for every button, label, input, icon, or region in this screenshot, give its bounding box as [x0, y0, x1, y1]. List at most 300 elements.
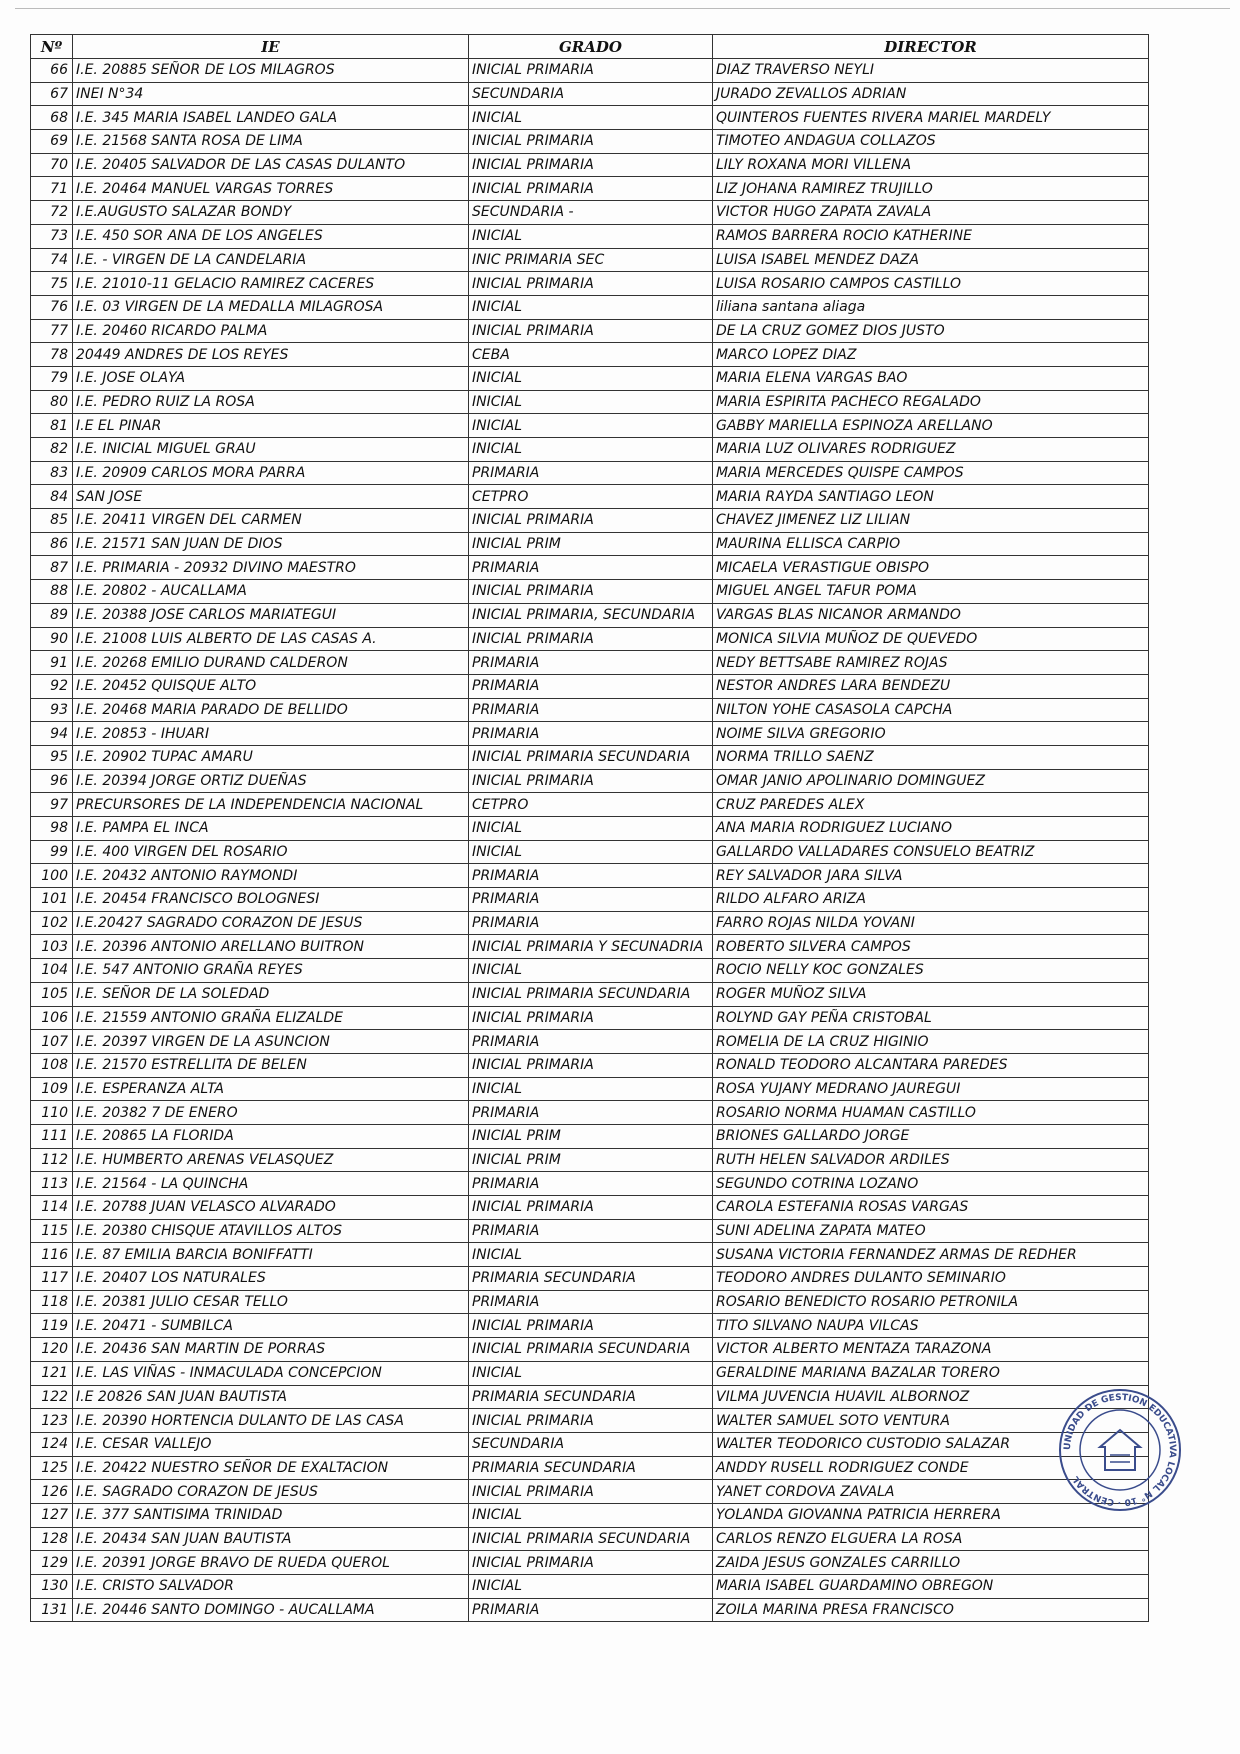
row-grado: INICIAL: [469, 1243, 713, 1267]
table-row: [31, 1243, 1149, 1267]
table-row: [31, 627, 1149, 651]
row-grado: PRIMARIA SECUNDARIA: [469, 1267, 713, 1291]
row-grado: INICIAL PRIMARIA: [469, 1196, 713, 1220]
table-row: [31, 1101, 1149, 1125]
row-number: 102: [31, 911, 73, 935]
row-number: 80: [31, 390, 73, 414]
row-director: LUISA ISABEL MENDEZ DAZA: [713, 248, 1149, 272]
row-director: VILMA JUVENCIA HUAVIL ALBORNOZ: [713, 1385, 1149, 1409]
row-director: DIAZ TRAVERSO NEYLI: [713, 59, 1149, 83]
row-ie: I.E. 20432 ANTONIO RAYMONDI: [73, 864, 469, 888]
row-director: FARRO ROJAS NILDA YOVANI: [713, 911, 1149, 935]
row-grado: INICIAL PRIMARIA: [469, 1551, 713, 1575]
row-ie: I.E. 400 VIRGEN DEL ROSARIO: [73, 840, 469, 864]
row-director: SUSANA VICTORIA FERNANDEZ ARMAS DE REDHER: [713, 1243, 1149, 1267]
row-director: ROCIO NELLY KOC GONZALES: [713, 959, 1149, 983]
row-number: 90: [31, 627, 73, 651]
row-number: 116: [31, 1243, 73, 1267]
row-ie: I.E. 20422 NUESTRO SEÑOR DE EXALTACION: [73, 1456, 469, 1480]
row-grado: PRIMARIA: [469, 556, 713, 580]
row-ie: I.E. - VIRGEN DE LA CANDELARIA: [73, 248, 469, 272]
row-grado: PRIMARIA: [469, 1172, 713, 1196]
row-number: 127: [31, 1503, 73, 1527]
row-grado: INICIAL: [469, 295, 713, 319]
row-number: 77: [31, 319, 73, 343]
row-number: 99: [31, 840, 73, 864]
row-director: NESTOR ANDRES LARA BENDEZU: [713, 674, 1149, 698]
row-number: 131: [31, 1598, 73, 1622]
row-director: TIMOTEO ANDAGUA COLLAZOS: [713, 130, 1149, 154]
row-ie: I.E. 21008 LUIS ALBERTO DE LAS CASAS A.: [73, 627, 469, 651]
row-ie: I.E. 20468 MARIA PARADO DE BELLIDO: [73, 698, 469, 722]
row-ie: I.E. 20381 JULIO CESAR TELLO: [73, 1290, 469, 1314]
row-grado: INICIAL PRIMARIA SECUNDARIA: [469, 1338, 713, 1362]
row-grado: INICIAL PRIMARIA: [469, 627, 713, 651]
row-ie: I.E 20826 SAN JUAN BAUTISTA: [73, 1385, 469, 1409]
row-number: 110: [31, 1101, 73, 1125]
row-number: 82: [31, 438, 73, 462]
row-director: NOIME SILVA GREGORIO: [713, 722, 1149, 746]
row-ie: I.E. PEDRO RUIZ LA ROSA: [73, 390, 469, 414]
table-row: [31, 959, 1149, 983]
row-ie: I.E. 20446 SANTO DOMINGO - AUCALLAMA: [73, 1598, 469, 1622]
table-row: [31, 130, 1149, 154]
row-grado: SECUNDARIA: [469, 1432, 713, 1456]
header-grado: GRADO: [469, 35, 713, 59]
row-grado: INICIAL PRIMARIA: [469, 130, 713, 154]
row-director: MARCO LOPEZ DIAZ: [713, 343, 1149, 367]
table-row: [31, 1385, 1149, 1409]
row-grado: INICIAL: [469, 959, 713, 983]
row-director: MONICA SILVIA MUÑOZ DE QUEVEDO: [713, 627, 1149, 651]
row-grado: INICIAL: [469, 366, 713, 390]
row-ie: I.E. 547 ANTONIO GRAÑA REYES: [73, 959, 469, 983]
row-number: 108: [31, 1053, 73, 1077]
row-director: LIZ JOHANA RAMIREZ TRUJILLO: [713, 177, 1149, 201]
row-director: ANA MARIA RODRIGUEZ LUCIANO: [713, 817, 1149, 841]
table-header-row: [31, 35, 1149, 59]
row-director: ROSA YUJANY MEDRANO JAUREGUI: [713, 1077, 1149, 1101]
row-grado: INICIAL PRIMARIA: [469, 1480, 713, 1504]
row-number: 121: [31, 1361, 73, 1385]
row-number: 91: [31, 651, 73, 675]
table-row: [31, 390, 1149, 414]
row-grado: PRIMARIA: [469, 1101, 713, 1125]
table-row: [31, 580, 1149, 604]
row-number: 101: [31, 888, 73, 912]
table-row: [31, 1456, 1149, 1480]
table-row: [31, 1124, 1149, 1148]
table-row: [31, 817, 1149, 841]
table-row: [31, 651, 1149, 675]
row-number: 125: [31, 1456, 73, 1480]
row-ie: I.E. 20388 JOSE CARLOS MARIATEGUI: [73, 603, 469, 627]
row-ie: I.E. 345 MARIA ISABEL LANDEO GALA: [73, 106, 469, 130]
row-director: CAROLA ESTEFANIA ROSAS VARGAS: [713, 1196, 1149, 1220]
row-ie: I.E. 20405 SALVADOR DE LAS CASAS DULANTO: [73, 153, 469, 177]
row-ie: PRECURSORES DE LA INDEPENDENCIA NACIONAL: [73, 793, 469, 817]
row-number: 111: [31, 1124, 73, 1148]
row-director: REY SALVADOR JARA SILVA: [713, 864, 1149, 888]
row-number: 94: [31, 722, 73, 746]
row-grado: INICIAL: [469, 1575, 713, 1599]
row-number: 76: [31, 295, 73, 319]
table-row: [31, 248, 1149, 272]
row-number: 114: [31, 1196, 73, 1220]
row-ie: SAN JOSE: [73, 485, 469, 509]
row-director: MIGUEL ANGEL TAFUR POMA: [713, 580, 1149, 604]
row-number: 122: [31, 1385, 73, 1409]
row-grado: INICIAL: [469, 224, 713, 248]
table-row: [31, 509, 1149, 533]
row-number: 106: [31, 1006, 73, 1030]
row-director: TITO SILVANO NAUPA VILCAS: [713, 1314, 1149, 1338]
row-director: VARGAS BLAS NICANOR ARMANDO: [713, 603, 1149, 627]
table-row: [31, 1432, 1149, 1456]
table-row: [31, 1361, 1149, 1385]
row-grado: PRIMARIA: [469, 674, 713, 698]
row-director: CRUZ PAREDES ALEX: [713, 793, 1149, 817]
row-number: 83: [31, 461, 73, 485]
row-number: 79: [31, 366, 73, 390]
row-director: MICAELA VERASTIGUE OBISPO: [713, 556, 1149, 580]
row-number: 109: [31, 1077, 73, 1101]
table-row: [31, 343, 1149, 367]
row-number: 120: [31, 1338, 73, 1362]
row-number: 128: [31, 1527, 73, 1551]
row-ie: I.E EL PINAR: [73, 414, 469, 438]
table-row: [31, 366, 1149, 390]
row-director: GALLARDO VALLADARES CONSUELO BEATRIZ: [713, 840, 1149, 864]
row-grado: INICIAL PRIM: [469, 532, 713, 556]
header-ie: IE: [73, 35, 469, 59]
row-number: 119: [31, 1314, 73, 1338]
row-number: 70: [31, 153, 73, 177]
row-director: VICTOR ALBERTO MENTAZA TARAZONA: [713, 1338, 1149, 1362]
row-number: 88: [31, 580, 73, 604]
table-row: [31, 1575, 1149, 1599]
row-grado: PRIMARIA: [469, 864, 713, 888]
row-grado: SECUNDARIA -: [469, 201, 713, 225]
table-row: [31, 201, 1149, 225]
header-num: Nº: [31, 35, 73, 59]
table-row: [31, 1196, 1149, 1220]
row-ie: I.E. 20391 JORGE BRAVO DE RUEDA QUEROL: [73, 1551, 469, 1575]
row-ie: I.E. 20885 SEÑOR DE LOS MILAGROS: [73, 59, 469, 83]
row-ie: I.E. 21570 ESTRELLITA DE BELEN: [73, 1053, 469, 1077]
row-grado: INICIAL: [469, 414, 713, 438]
table-row: [31, 319, 1149, 343]
row-ie: I.E. 20788 JUAN VELASCO ALVARADO: [73, 1196, 469, 1220]
row-ie: I.E. 20454 FRANCISCO BOLOGNESI: [73, 888, 469, 912]
row-director: LILY ROXANA MORI VILLENA: [713, 153, 1149, 177]
row-ie: I.E. SAGRADO CORAZON DE JESUS: [73, 1480, 469, 1504]
row-director: ROSARIO NORMA HUAMAN CASTILLO: [713, 1101, 1149, 1125]
row-number: 129: [31, 1551, 73, 1575]
table-row: [31, 935, 1149, 959]
row-ie: 20449 ANDRES DE LOS REYES: [73, 343, 469, 367]
row-ie: I.E. PRIMARIA - 20932 DIVINO MAESTRO: [73, 556, 469, 580]
row-number: 112: [31, 1148, 73, 1172]
row-ie: I.E. 21559 ANTONIO GRAÑA ELIZALDE: [73, 1006, 469, 1030]
row-ie: I.E. 20397 VIRGEN DE LA ASUNCION: [73, 1030, 469, 1054]
row-grado: INICIAL PRIMARIA: [469, 1314, 713, 1338]
row-director: NEDY BETTSABE RAMIREZ ROJAS: [713, 651, 1149, 675]
table-row: [31, 1551, 1149, 1575]
row-ie: I.E. 20853 - IHUARI: [73, 722, 469, 746]
row-director: MARIA ELENA VARGAS BAO: [713, 366, 1149, 390]
row-director: RUTH HELEN SALVADOR ARDILES: [713, 1148, 1149, 1172]
row-number: 69: [31, 130, 73, 154]
row-ie: I.E. LAS VIÑAS - INMACULADA CONCEPCION: [73, 1361, 469, 1385]
row-director: LUISA ROSARIO CAMPOS CASTILLO: [713, 272, 1149, 296]
svg-text:UNIDAD DE GESTION EDUCATIVA LO: UNIDAD DE GESTION EDUCATIVA LOCAL N° 10 · CENTRAL: [1062, 1392, 1178, 1508]
row-number: 98: [31, 817, 73, 841]
table-row: [31, 1598, 1149, 1622]
row-ie: I.E. 20902 TUPAC AMARU: [73, 745, 469, 769]
row-ie: I.E. 20411 VIRGEN DEL CARMEN: [73, 509, 469, 533]
row-ie: I.E. 20396 ANTONIO ARELLANO BUITRON: [73, 935, 469, 959]
row-number: 113: [31, 1172, 73, 1196]
row-number: 74: [31, 248, 73, 272]
row-grado: INICIAL: [469, 106, 713, 130]
table-row: [31, 1053, 1149, 1077]
row-director: NORMA TRILLO SAENZ: [713, 745, 1149, 769]
table-row: [31, 840, 1149, 864]
row-grado: INICIAL PRIMARIA, SECUNDARIA: [469, 603, 713, 627]
table-row: [31, 224, 1149, 248]
row-grado: CETPRO: [469, 793, 713, 817]
row-grado: INIC PRIMARIA SEC: [469, 248, 713, 272]
row-ie: I.E. 20382 7 DE ENERO: [73, 1101, 469, 1125]
row-director: QUINTEROS FUENTES RIVERA MARIEL MARDELY: [713, 106, 1149, 130]
row-number: 85: [31, 509, 73, 533]
row-grado: PRIMARIA: [469, 461, 713, 485]
row-grado: INICIAL: [469, 1361, 713, 1385]
table-row: [31, 461, 1149, 485]
table-row: [31, 793, 1149, 817]
table-row: [31, 1527, 1149, 1551]
row-grado: INICIAL PRIMARIA Y SECUNADRIA: [469, 935, 713, 959]
row-number: 75: [31, 272, 73, 296]
row-grado: INICIAL PRIMARIA: [469, 153, 713, 177]
row-number: 123: [31, 1409, 73, 1433]
row-ie: I.E. PAMPA EL INCA: [73, 817, 469, 841]
row-grado: PRIMARIA: [469, 1598, 713, 1622]
row-number: 118: [31, 1290, 73, 1314]
row-ie: I.E. 20436 SAN MARTIN DE PORRAS: [73, 1338, 469, 1362]
row-director: NILTON YOHE CASASOLA CAPCHA: [713, 698, 1149, 722]
table-row: [31, 556, 1149, 580]
table-row: [31, 982, 1149, 1006]
row-grado: INICIAL PRIM: [469, 1148, 713, 1172]
row-director: ZOILA MARINA PRESA FRANCISCO: [713, 1598, 1149, 1622]
directors-table: [30, 34, 1149, 1622]
table-row: [31, 1148, 1149, 1172]
row-director: ROBERTO SILVERA CAMPOS: [713, 935, 1149, 959]
table-row: [31, 1338, 1149, 1362]
row-director: JURADO ZEVALLOS ADRIAN: [713, 82, 1149, 106]
table-row: [31, 769, 1149, 793]
row-number: 124: [31, 1432, 73, 1456]
table-body: [31, 59, 1149, 1622]
row-ie: I.E. 20380 CHISQUE ATAVILLOS ALTOS: [73, 1219, 469, 1243]
row-number: 67: [31, 82, 73, 106]
row-grado: INICIAL PRIMARIA: [469, 1409, 713, 1433]
row-director: WALTER TEODORICO CUSTODIO SALAZAR: [713, 1432, 1149, 1456]
row-grado: INICIAL PRIMARIA: [469, 509, 713, 533]
row-number: 126: [31, 1480, 73, 1504]
row-number: 96: [31, 769, 73, 793]
row-director: ROLYND GAY PEÑA CRISTOBAL: [713, 1006, 1149, 1030]
row-ie: I.E. 20394 JORGE ORTIZ DUEÑAS: [73, 769, 469, 793]
row-director: GABBY MARIELLA ESPINOZA ARELLANO: [713, 414, 1149, 438]
table-row: [31, 106, 1149, 130]
row-grado: INICIAL: [469, 390, 713, 414]
official-seal: [1055, 1385, 1185, 1515]
table-row: [31, 698, 1149, 722]
table-row: [31, 722, 1149, 746]
table-row: [31, 1172, 1149, 1196]
row-director: MAURINA ELLISCA CARPIO: [713, 532, 1149, 556]
table-row: [31, 888, 1149, 912]
row-number: 71: [31, 177, 73, 201]
row-ie: I.E. 20802 - AUCALLAMA: [73, 580, 469, 604]
table-row: [31, 59, 1149, 83]
row-grado: INICIAL PRIMARIA: [469, 1006, 713, 1030]
row-ie: I.E. 20452 QUISQUE ALTO: [73, 674, 469, 698]
row-grado: SECUNDARIA: [469, 82, 713, 106]
row-director: RONALD TEODORO ALCANTARA PAREDES: [713, 1053, 1149, 1077]
row-director: GERALDINE MARIANA BAZALAR TORERO: [713, 1361, 1149, 1385]
row-ie: I.E. ESPERANZA ALTA: [73, 1077, 469, 1101]
table-row: [31, 82, 1149, 106]
row-grado: PRIMARIA SECUNDARIA: [469, 1456, 713, 1480]
table-row: [31, 1219, 1149, 1243]
row-number: 68: [31, 106, 73, 130]
row-number: 103: [31, 935, 73, 959]
row-ie: I.E. 377 SANTISIMA TRINIDAD: [73, 1503, 469, 1527]
row-grado: INICIAL PRIMARIA SECUNDARIA: [469, 982, 713, 1006]
row-number: 86: [31, 532, 73, 556]
row-grado: INICIAL PRIMARIA: [469, 1053, 713, 1077]
row-number: 89: [31, 603, 73, 627]
row-number: 81: [31, 414, 73, 438]
row-ie: I.E. 20909 CARLOS MORA PARRA: [73, 461, 469, 485]
row-director: WALTER SAMUEL SOTO VENTURA: [713, 1409, 1149, 1433]
row-ie: I.E. 21571 SAN JUAN DE DIOS: [73, 532, 469, 556]
row-number: 97: [31, 793, 73, 817]
row-grado: PRIMARIA: [469, 911, 713, 935]
row-grado: INICIAL PRIMARIA: [469, 59, 713, 83]
row-ie: I.E. JOSE OLAYA: [73, 366, 469, 390]
table-row: [31, 177, 1149, 201]
row-ie: I.E. 20471 - SUMBILCA: [73, 1314, 469, 1338]
row-director: liliana santana aliaga: [713, 295, 1149, 319]
row-grado: INICIAL PRIMARIA: [469, 177, 713, 201]
row-director: MARIA LUZ OLIVARES RODRIGUEZ: [713, 438, 1149, 462]
header-director: DIRECTOR: [713, 35, 1149, 59]
row-grado: INICIAL PRIMARIA: [469, 319, 713, 343]
row-grado: INICIAL PRIMARIA SECUNDARIA: [469, 745, 713, 769]
row-ie: I.E. HUMBERTO ARENAS VELASQUEZ: [73, 1148, 469, 1172]
row-ie: I.E. 20865 LA FLORIDA: [73, 1124, 469, 1148]
row-ie: I.E. 20268 EMILIO DURAND CALDERON: [73, 651, 469, 675]
row-grado: INICIAL PRIMARIA SECUNDARIA: [469, 1527, 713, 1551]
row-grado: PRIMARIA: [469, 1290, 713, 1314]
row-director: VICTOR HUGO ZAPATA ZAVALA: [713, 201, 1149, 225]
row-ie: I.E. SEÑOR DE LA SOLEDAD: [73, 982, 469, 1006]
row-director: MARIA ESPIRITA PACHECO REGALADO: [713, 390, 1149, 414]
table-row: [31, 272, 1149, 296]
row-grado: INICIAL: [469, 438, 713, 462]
row-ie: I.E. 20434 SAN JUAN BAUTISTA: [73, 1527, 469, 1551]
row-number: 93: [31, 698, 73, 722]
row-grado: PRIMARIA SECUNDARIA: [469, 1385, 713, 1409]
row-grado: INICIAL PRIM: [469, 1124, 713, 1148]
table-row: [31, 295, 1149, 319]
row-number: 92: [31, 674, 73, 698]
row-grado: CEBA: [469, 343, 713, 367]
row-ie: I.E. 20460 RICARDO PALMA: [73, 319, 469, 343]
row-director: ANDDY RUSELL RODRIGUEZ CONDE: [713, 1456, 1149, 1480]
row-director: CHAVEZ JIMENEZ LIZ LILIAN: [713, 509, 1149, 533]
row-ie: INEI N°34: [73, 82, 469, 106]
row-director: MARIA ISABEL GUARDAMINO OBREGON: [713, 1575, 1149, 1599]
row-grado: INICIAL: [469, 817, 713, 841]
table-row: [31, 485, 1149, 509]
row-ie: I.E. 20407 LOS NATURALES: [73, 1267, 469, 1291]
row-director: SEGUNDO COTRINA LOZANO: [713, 1172, 1149, 1196]
row-ie: I.E. 21564 - LA QUINCHA: [73, 1172, 469, 1196]
table-row: [31, 864, 1149, 888]
row-director: RAMOS BARRERA ROCIO KATHERINE: [713, 224, 1149, 248]
row-ie: I.E.AUGUSTO SALAZAR BONDY: [73, 201, 469, 225]
row-number: 130: [31, 1575, 73, 1599]
row-grado: CETPRO: [469, 485, 713, 509]
row-ie: I.E. 21568 SANTA ROSA DE LIMA: [73, 130, 469, 154]
row-ie: I.E. 20464 MANUEL VARGAS TORRES: [73, 177, 469, 201]
row-grado: INICIAL PRIMARIA: [469, 272, 713, 296]
row-ie: I.E. CRISTO SALVADOR: [73, 1575, 469, 1599]
row-grado: PRIMARIA: [469, 651, 713, 675]
table-row: [31, 1314, 1149, 1338]
table-row: [31, 1030, 1149, 1054]
row-number: 66: [31, 59, 73, 83]
row-number: 107: [31, 1030, 73, 1054]
row-number: 73: [31, 224, 73, 248]
row-number: 87: [31, 556, 73, 580]
row-grado: INICIAL: [469, 1077, 713, 1101]
row-number: 100: [31, 864, 73, 888]
row-ie: I.E. INICIAL MIGUEL GRAU: [73, 438, 469, 462]
row-grado: INICIAL: [469, 1503, 713, 1527]
row-director: MARIA MERCEDES QUISPE CAMPOS: [713, 461, 1149, 485]
row-grado: INICIAL: [469, 840, 713, 864]
row-director: ZAIDA JESUS GONZALES CARRILLO: [713, 1551, 1149, 1575]
row-number: 95: [31, 745, 73, 769]
row-ie: I.E. CESAR VALLEJO: [73, 1432, 469, 1456]
table-row: [31, 532, 1149, 556]
row-number: 115: [31, 1219, 73, 1243]
row-director: DE LA CRUZ GOMEZ DIOS JUSTO: [713, 319, 1149, 343]
table-row: [31, 745, 1149, 769]
table-row: [31, 414, 1149, 438]
row-director: RILDO ALFARO ARIZA: [713, 888, 1149, 912]
row-grado: PRIMARIA: [469, 698, 713, 722]
row-director: YOLANDA GIOVANNA PATRICIA HERRERA: [713, 1503, 1149, 1527]
row-number: 84: [31, 485, 73, 509]
